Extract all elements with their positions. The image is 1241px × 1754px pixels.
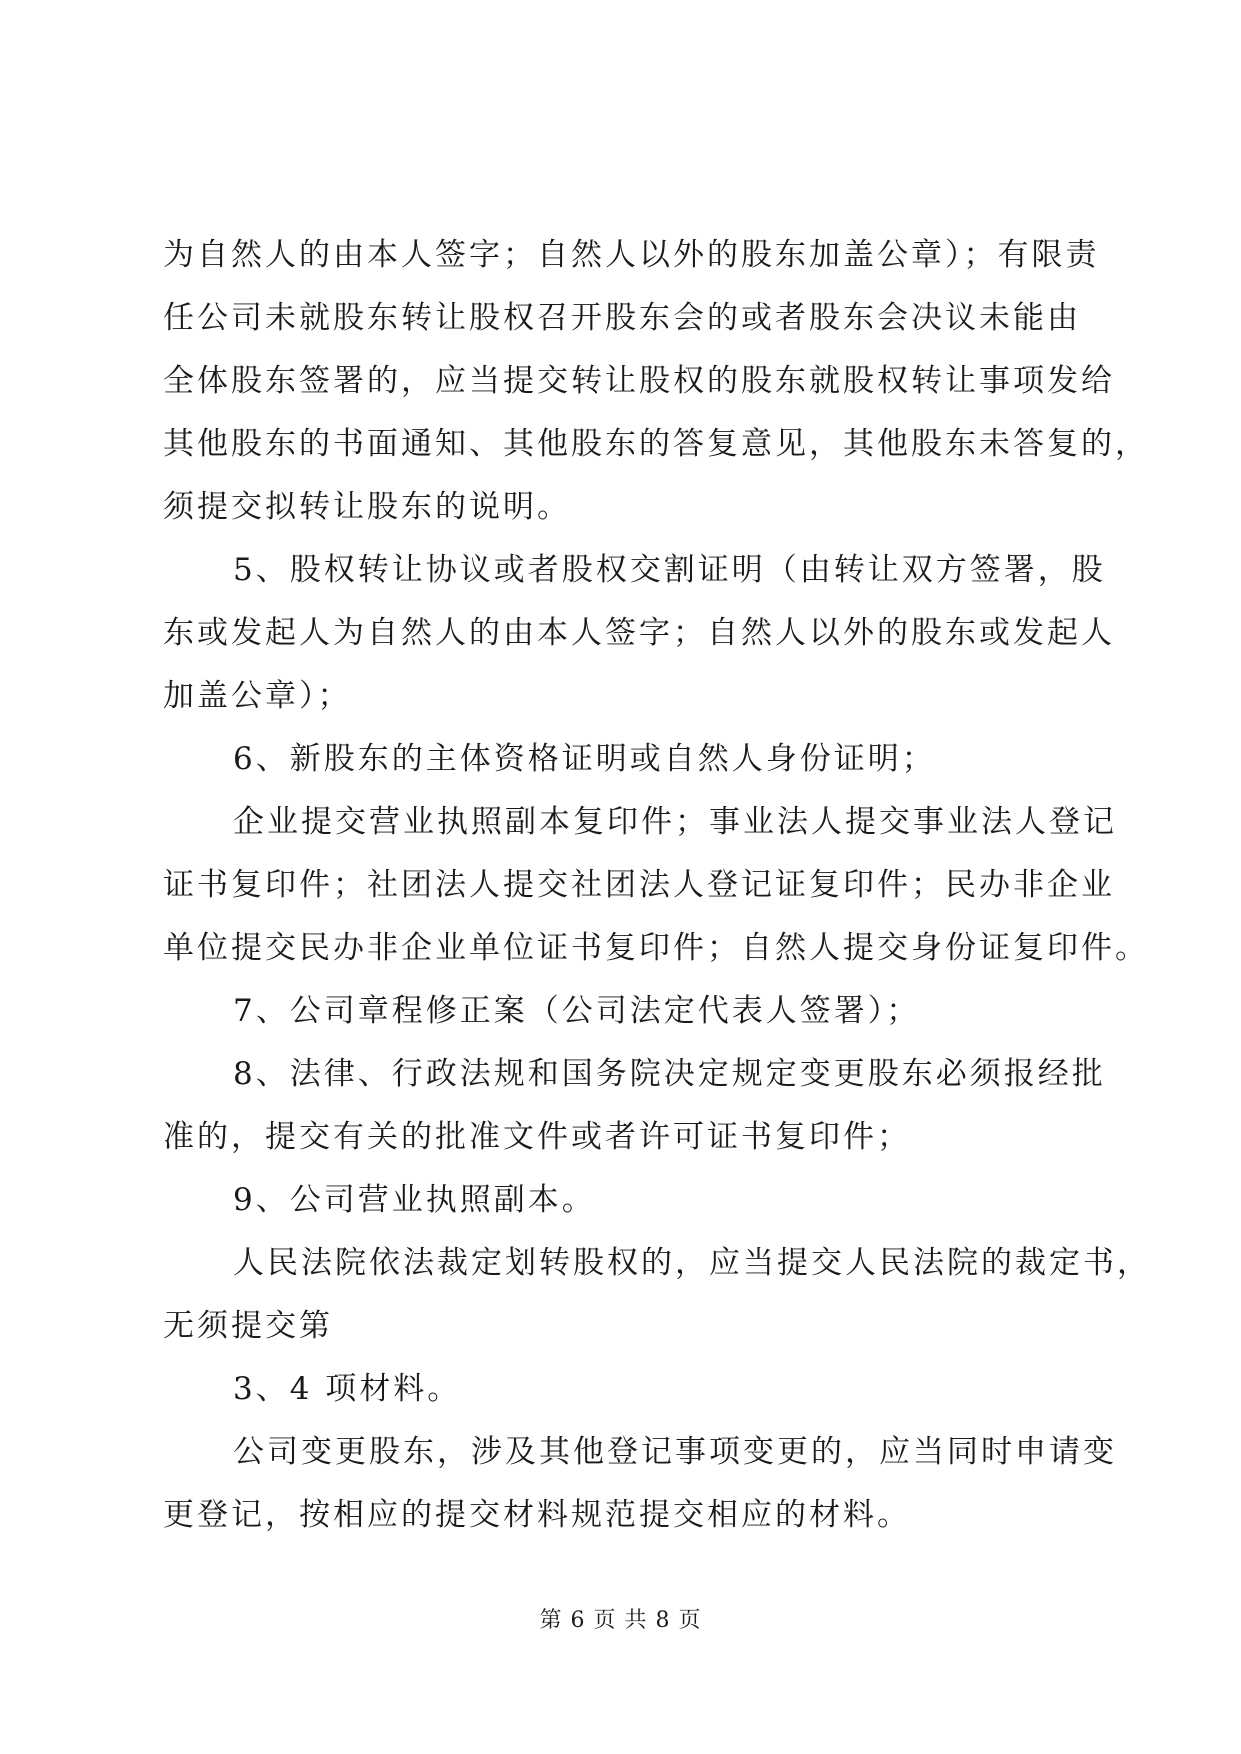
court-paragraph-line-2: 无须提交第 xyxy=(163,1308,333,1344)
body-line-3: 全体股东签署的，应当提交转让股权的股东就股权转让事项发给 xyxy=(163,363,1115,399)
court-paragraph-line-1: 人民法院依法裁定划转股权的，应当提交人民法院的裁定书， xyxy=(233,1245,1151,1281)
item-6-detail-line-2: 证书复印件；社团法人提交社团法人登记证复印件；民办非企业 xyxy=(163,867,1115,903)
court-paragraph-line-3: 3、4 项材料。 xyxy=(233,1371,462,1407)
body-line-5: 须提交拟转让股东的说明。 xyxy=(163,489,571,525)
item-8-line-2: 准的，提交有关的批准文件或者许可证书复印件； xyxy=(163,1119,911,1155)
body-line-4: 其他股东的书面通知、其他股东的答复意见，其他股东未答复的， xyxy=(163,426,1149,462)
body-line-1: 为自然人的由本人签字；自然人以外的股东加盖公章）；有限责 xyxy=(163,237,1100,273)
item-5-line-2: 东或发起人为自然人的由本人签字；自然人以外的股东或发起人 xyxy=(163,615,1115,651)
item-6-detail-line-3: 单位提交民办非企业单位证书复印件；自然人提交身份证复印件。 xyxy=(163,930,1149,966)
document-body xyxy=(163,224,1151,1547)
page-footer: 第 6 页 共 8 页 xyxy=(539,1608,702,1633)
item-9-line: 9、公司营业执照副本。 xyxy=(233,1182,596,1218)
item-7-line: 7、公司章程修正案（公司法定代表人签署）； xyxy=(233,993,921,1029)
body-line-2: 任公司未就股东转让股权召开股东会的或者股东会决议未能由 xyxy=(163,300,1081,336)
item-6-detail-line-1: 企业提交营业执照副本复印件；事业法人提交事业法人登记 xyxy=(233,804,1117,840)
closing-paragraph-line-2: 更登记，按相应的提交材料规范提交相应的材料。 xyxy=(163,1497,911,1533)
item-8-line-1: 8、法律、行政法规和国务院决定规定变更股东必须报经批 xyxy=(233,1056,1106,1092)
item-5-line-3: 加盖公章）； xyxy=(163,678,352,714)
item-5-line-1: 5、股权转让协议或者股权交割证明（由转让双方签署，股 xyxy=(233,552,1106,588)
closing-paragraph-line-1: 公司变更股东，涉及其他登记事项变更的，应当同时申请变 xyxy=(233,1434,1117,1470)
item-6-line-1: 6、新股东的主体资格证明或自然人身份证明； xyxy=(233,741,936,777)
